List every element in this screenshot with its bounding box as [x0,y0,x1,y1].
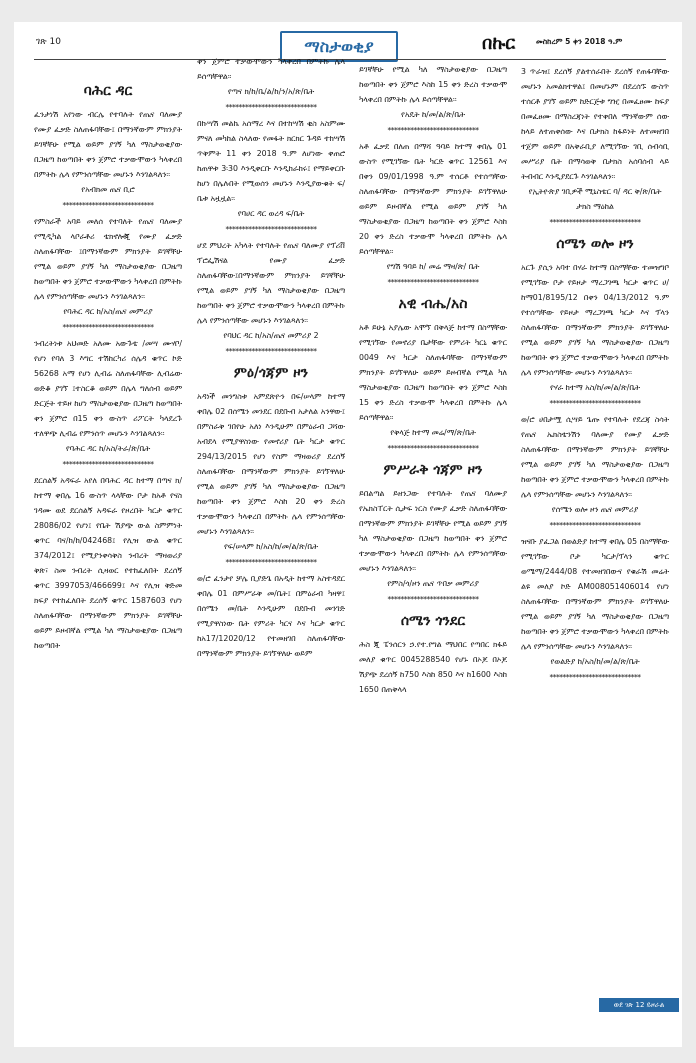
notice-text: ንብረትነቱ አህመድ አለሙ አውጉቴ /መሣ ሙሃቦ/ የሆነ የባለ 3 እግር ተሽከርካሪ ሰሌዳ ቁጥር ኮድ 56268 አማ የሆነ ሊብሬ ስለጠፋባቸው ሊብሬው ወድቆ ያገኘ ፤ተስርቆ ወይም በሌላ ግለሰብ ወይም ድርጅት ተይዞ ከሆነ ማስታወቂያው በጋዜጣ ከወጣበት ቀን ጀምሮ በ15 ቀን ውስጥ ሪፖርት ካላደረጉ ተለዋጭ ሊብሬ የምንሰጥ መሆኑን እንገልጻለን፡፡ [34,339,182,438]
section-heading: አዊ ብሔ/አስ [398,296,468,312]
star-divider: **************************** [549,521,641,530]
section-heading: ምሥራቅ ጎጃም ዞን [383,462,483,478]
notice-text: ይበልጣል ይዘንጋው የተባሉት የጤና ባለሙያ የኤክስፐርት ሲታፍ ነርስ የሙያ ፈቃድ ስለጠፋባቸው በማንኛውም ምክንያት ይገኛቸሁ የሚል ወይም ያገኝ ካለ ማስታወቂያው በጋዜጣ ከወጣበት ቀን ጀምሮ ተቃውሞውን ካላቀረበ በምትኩ ሌላ የምንሰጣቸው መሆኑን እንገልጻለን፡፡ [359,489,507,573]
page-number: ገጽ 10 [36,37,62,47]
section-heading: ሰሜን ወሎ ዞን [556,236,634,252]
notice-signature: የአብክመ ጤና ቢሮ [81,185,135,194]
notice-text: አርጉ ያሲን አባተ በሃራ ከተማ በስማቸው ተመዝግቦ የሚገኘው ቦታ የይዞታ ማረጋገጫ ካርታ ቁጥር ሀ/ከማ01/8195/12 በቀን 04/13/2012 ዓ.ም የተሰጣቸው የይዞታ ማረጋገጫ ካርታ እና ፕላን ስለጠፋባቸው በማንኛውም ምክንያት ይገኘዋለሁ የሚል ወይም ያገኝ ካለ ማስታወቂያው በጋዜጣ ከወጣበት ቀን ጀምሮ ተቃውሞውን ካላቀረበ በምትኩ ሌላ የምንሰጣቸው መሆኑን እንገልጻለን፡፡ [521,263,669,377]
star-divider: **************************** [225,103,317,112]
paper-name: በኩር [482,33,516,54]
star-divider: **************************** [387,444,479,453]
column-3 [359,62,507,697]
star-divider: **************************** [387,126,479,135]
notice-signature: የባሕር ዳር ከ/አስ/ጤና መምሪያ [63,307,153,316]
notice-signature: የፍ/ሠላም ከ/አስ/ከ/መ/ል/ጽ/ቤት [223,542,319,551]
column-4 [521,64,669,686]
notice-signature: የግሽ ዓባይ ከ/ መሬ ማዛ/ጽ/ ቤት [386,262,480,271]
notice-signature: የሰሜን ወሎ ዞን ጤና መምሪያ [551,505,639,514]
notice-text: ሆደ ምህረት አካላት የተባሉት የጤና ባለሙያ የፕሪቨ ፕሮፌሽናል የሙያ ፈቃድ ስለጠፋባቸው፤በማንኛውም ምክንያት ይገኛቸሁ የሚል ወይም ያገኝ ካለ ማስታወቂያው በጋዜጣ ከወጣበት ቀን ጀምሮ ተቃውሞውን ካላቀረበ በምትኩ ሌላ የምንሰጣቸው መሆኑን እንገልጻለን፡፡ [197,241,345,325]
star-divider: **************************** [225,558,317,567]
notice-text: ፈንታነሽ አየነው ብርሌ የተባሉት የጤና ባለሙያ የሙያ ፈቃድ ስለጠፋባቸው፤ በማንኛውም ምክንያት ይገኛቸሁ የሚል ወይም ያገኝ ካለ ማስታወቂያው በጋዜጣ ከወጣበት ቀን ጀምሮ ተቃውሞውን ካላቀረበ በምትኩ ሌላ የምንሰጣቸው መሆኑን እንገልጻለን፡፡ [34,110,182,179]
notice-text: ሕስ ጂ ፔንሰርን ኃ.የተ.የግል ማህበር የጣበር ክፋይ መለያ ቁጥር 0045288540 የሆኑ በኦጆ በኦጆ ሽያጭ ደረሰኝ ከ750 እስከ 850 እና ከ1600 እስከ 1650 በጠቅላላ [359,640,507,694]
notice-signature: የቅላጅ ከተማ መሬ/ማ/ጽ/ቤት [390,428,476,437]
notice-text: ቀን ጀምሮ ተቃውሞውን ካላቀረበ በምትኩ ሌላ ይሰጣቸዋል፡፡ [197,57,345,81]
star-divider: **************************** [549,673,641,682]
issue-date: መስከረም 5 ቀን 2018 ዓ.ም [536,37,623,46]
notice-text: ወ/ሮ ሀበታሟ ሲሣይ ጌጡ የተባሉት የደረጃ ስሳት የጤና ኤክስቴንሽን ባለሙያ የሙያ ፈቃድ ስለጠፋባቸው በማንኛውም ምክንያት ይገኛቸሁ የሚል ወይም ያገኝ ካለ ማስታወቂያው በጋዜጣ ከወጣበት ቀን ጀምሮ ተቃውሞውን ካላቀረበ በምትኩ ሌላ የምንሰጣቸው መሆኑን እንገልጻለን፡፡ [521,415,669,499]
section-heading: ምዕ/ጎጃም ዞን [233,365,309,381]
notice-signature: የሃራ ከተማ አስ/ከ/መ/ል/ጽ/ቤት [549,383,641,392]
section-heading: ሰሜን ጎንደር [400,613,466,629]
star-divider: **************************** [62,323,154,332]
notice-signature: የጣና ክ/ከ/ቤ/ል/ከ/ን/አ/ጽ/ቤት [227,87,315,96]
star-divider: **************************** [549,399,641,408]
notice-text: በኩሣሽ መልኬ አሰማረ እና በተከሣሽ ቂስ አስምሙ ምናለ መካከል ስላለው የመፋት ክርክር ጉዳይ ተከሣሽ ጥቅምት 11 ቀን 2018 ዓ.ም ለሆነው ቀጠሮ ከጠዋቱ 3፡30 እንዲቀርቡ እንዲከራከሩ፤ የማይቀርቡ ከሆነ በሌሉበት የሚወሰን መሆኑን እንዲያውቁት ፍ/ቤቱ አዟዟል፡፡ [197,119,345,203]
star-divider: **************************** [225,347,317,356]
notice-text: ዝናቡ ያፈጋል በወልድያ ከተማ ቀበሌ 05 በስማቸው የሚገኘው ቦታ ካርታ/ፕላን ቁጥር ወሜማ/2444/08 የተመዘገበውና የቁራሽ መሬት ልዩ መለያ ኮድ AM008051406014 የሆነ ስለጠፋባቸው በማንኛውም ምክንያት ይገኘዋለሁ የሚል ወይም ያገኝ ካለ ማስታወቂያው በጋዜጣ ከወጣበት ቀን ጀምሮ ተቃውሞውን ካላቀረበ በምትኩ ሌላ የምንሰጣቸው መሆኑን እንገልጻለን፡፡ [521,537,669,651]
star-divider: **************************** [225,225,317,234]
notice-text: አቶ ይሁኔ አያሌው አሞኘ በቅላጅ ከተማ በስማቸው የሚገኘው የመኖሪያ ቤታቸው የምሪት ካርኒ ቁጥር 0049 እና ካርታ ስለጠፋባቸው በማንኛውም ምክንያት ይገኘዋለሁ ወይም ይዞብኛል የሚል ካለ ማስታወቂያው በጋዜጣ ከወጣበት ቀን ጀምሮ እስከ 15 ቀን ድረስ ተቃውሞ ካላቀረበ በምትኩ ሌላ ይሰጣቸዋል፡፡ [359,323,507,422]
star-divider: **************************** [387,278,479,287]
notice-signature: የባሕር ዳር ከ/አስ/ትራ/ጽ/ቤት [65,444,151,453]
star-divider: **************************** [549,218,641,227]
notice-text: ወ/ሮ ፈንታየ ቻሌ ቢያድጌ በአዲት ከተማ አስተዳደር ቀበሌ 01 በምሥራቅ መ/ቤት፤ በምዕራብ ካዛዋ፤ በሰሜን መ/ቤት እንዲሁም በደቡብ መንገድ የሚያዋስነው ቤት የምሪት ካርና እና ካርታ ቁጥር ከአ17/12020/12 የተመዘገበ ስለጠፋባቸው በማንኛውም ምክንያት ይገኘዋለሁ ወይም [197,574,345,658]
header-rule [34,59,666,60]
column-1 [34,76,182,653]
notice-signature: የወልድያ ከ/አስ/ከ/መ/ል/ጽ/ቤት [550,657,640,666]
notice-text: የምስራች አባይ መለሰ የተባለት የጤና ባለሙያ የሚዲካል ላቦራቶሪ ቴክኖሎጂ የሙያ ፈቃድ ስለጠፋባቸው ፤በማንኛውም ምክንያት ይገኛቸሁ የሚል ወይም ያገኝ ካለ ማስታወቂያው በጋዜጣ ከወጣበት ቀን ጀምሮ ተቃውሞውን ካላቀረበ በምትኩ ሌላ የምንሰጣቸው መሆኑን እንገልጻለን፡፡ [34,217,182,301]
notice-signature: የባሀር ዳር ወረዳ ፍ/ቤት [237,209,305,218]
section-banner: ማስታወቂያ [280,31,398,62]
section-heading: ባሕር ዳር [83,83,133,99]
star-divider: **************************** [62,460,154,469]
notice-signature: የምስ/ጎ/ዞን ጤና ጥበቃ መምሪያ [387,579,479,588]
notice-text: 3 ጥራዝ፤ ደረሰኝ ያልተሰራበት ደረሰኝ የጠፋባቸው መሆኑን አመልክተዋል፤ በመሆኑም በደረሰኙ ውስጥ ተሰርቶ ያገኘ ወይም ከድርጅቱ ግዢ በመፈፀሙ ከፍያ በመፈፀሙ በማስረጃነት የተቀበለ ማንኛውም ሰው ከላይ ለተጠቀሰው እና በታክስ ከፋይነት ለተመዘገበ ተጀም ወይም በአቅራቢያ ለሚገኘው ገቢ ሰብሳቢ መሥሪያ ቤት በማሳወቅ በታክስ አሰባሰብ ላይ ትብብር እንዲያደርጉ እንገልጻለን፡፡ [521,67,669,181]
star-divider: **************************** [62,201,154,210]
continued-tag: ወደ ገጽ 12 ይዞራል [599,998,679,1012]
column-2 [197,54,345,661]
notice-signature: የኢትዮጵያ ገቢዎች ሚኒስቴር ባ/ ዳር ቅ/ጽ/ቤት ታክስ ማዕከል [528,187,662,211]
notice-text: አቶ ፈቃደ በለጠ በማሻ ዓባይ ከተማ ቀበሌ 01 ውስጥ የሚገኘው ቤት ካርድ ቁጥር 12561 እና በቀን 09/01/1998 ዓ.ም ተሰርቶ የተሰጣቸው ስለጠፋባቸው በማንኛውም ምክንያት ይገኘዋለሁ ወይም ይዞብኛል የሚል ወይም ያገኝ ካለ ማስታወቂያው በጋዜጣ ከወጣበት ቀን ጀምሮ እስከ 20 ቀን ድረስ ተቃውሞ ካላቀረበ በምትኩ ሌላ ይሰጣቸዋል፡፡ [359,142,507,256]
notice-text: ደርሰልኝ አዳፍራ አየለ በባሕር ዳር ከተማ በጣና ክ/ከተማ ቀበሌ 16 ውስጥ ላላቸው ቦታ ከአቶ የናስ ገዳሙ ወደ ደርሰልኝ አዳፍራ የዞረበት ካርታ ቁጥር 28086/02 የሆነ፤ የቤት ሽያጭ ውል ስምምነት ቁጥር ባና/ከ/ከ/042468፤ የሊዝ ውል ቁጥር 374/2012፤ የሚያንቀሳቅስ ንብረት ማዛወሪያ ቅጽ፣ ስመ ንብረት ሲዛወር የተከፈለበት ደረሰኝ ቁጥር 3997053/466699፤ እና የሊዝ ቅድመ ክፍያ የተከፈለበት ደረሰኝ ቁጥር 1587603 የሆነ ስለጠፋባቸው በማንኛውም ምክንያት ይገኛቸሁ ወይም ይዞብኛል የሚል ካለ ማስታወቂያው በጋዜጣ ከወጣበት [34,476,182,650]
star-divider: **************************** [387,595,479,604]
page-header [14,22,682,62]
notice-signature: የባህር ዳር ከ/አስ/ጤና መምሪያ 2 [223,331,319,340]
notice-text: አዳነች መንግስቱ አምደጽዮን በፍ/ሠላም ከተማ ቀበሌ 02 በሰሜን መንደር በደቡብ አታለል አንዋው፤ በምስራቅ ገበየሁ አለነ እንዲሁም በምዕራብ ጋሻው አብደላ የሚያዋስነው የመኖሪያ ቤት ካርታ ቁጥር 294/13/2015 የሆነ የስም ማዛወሪያ ደረሰኝ ስለጠፋባቸው በማንኛውም ምክንያት ይገኘዋለሁ የሚል ወይም ያገኝ ካለ ማስታወቂያው በጋዜጣ ከወጣበት ቀን ጀምሮ እስከ 20 ቀን ድረስ ተቃውሞውን ካላቀረበ በምትኩ ሌላ የምንሰጣቸው መሆኑን እንገልጻለን፡፡ [197,392,345,536]
notice-signature: የአዴት ከ/መ/ል/ጽ/ቤት [401,110,465,119]
newspaper-page [14,22,682,1047]
notice-text: ይገኛቸሁ የሚል ካለ ማስታወቂያው በጋዜጣ ከወጣበት ቀን ጀምሮ እስከ 15 ቀን ድረስ ተቃውሞ ካላቀረበ በምትኩ ሌላ ይሰጣቸዋል፡፡ [359,65,507,104]
